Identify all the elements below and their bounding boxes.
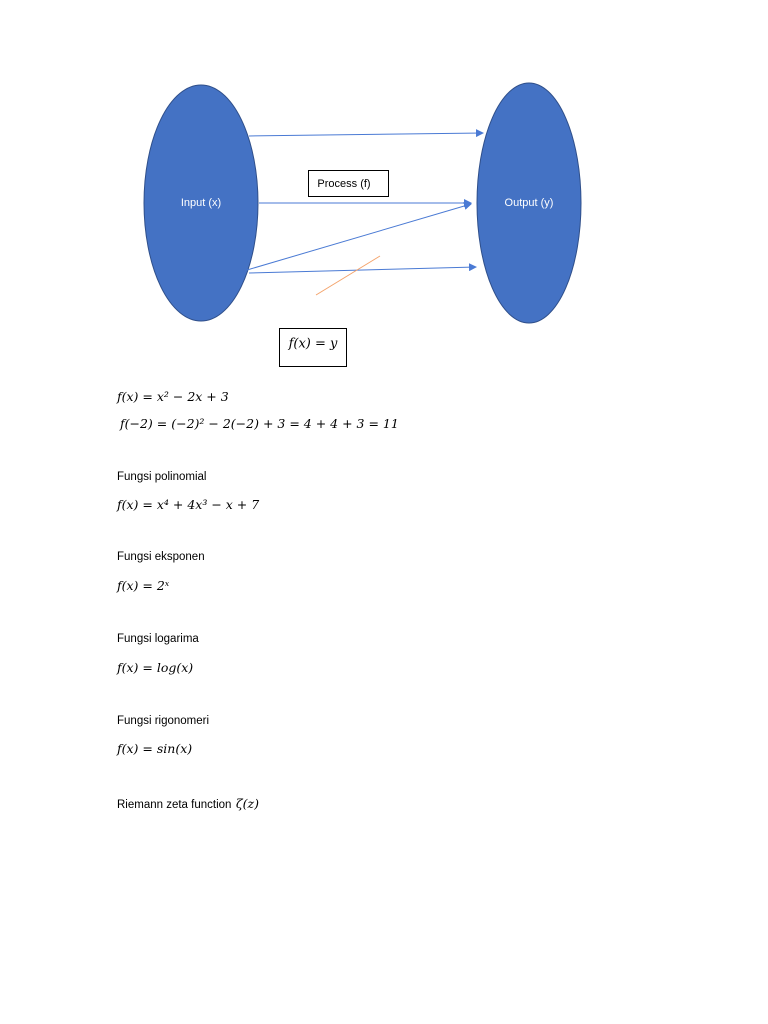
heading-exponential: Fungsi eksponen <box>117 551 205 563</box>
equation-polynomial: f(x) = x⁴ + 4x³ − x + 7 <box>117 497 260 512</box>
equation-evaluation: f(−2) = (−2)² − 2(−2) + 3 = 4 + 4 + 3 = 11 <box>120 416 399 431</box>
zeta-line <box>117 795 259 813</box>
heading-logarithm: Fungsi logarima <box>117 633 199 645</box>
equation-trigonometric: f(x) = sin(x) <box>117 741 193 756</box>
heading-trigonometric: Fungsi rigonomeri <box>117 715 210 727</box>
heading-zeta: Riemann zeta function <box>117 799 232 811</box>
stray-orange-line <box>316 256 380 295</box>
output-label: Output (y) <box>504 196 554 209</box>
mapping-arrow-diagonal <box>247 204 471 270</box>
input-label: Input (x) <box>180 196 222 209</box>
zeta-symbol: ζ(z) <box>235 796 260 811</box>
heading-polynomial: Fungsi polinomial <box>117 471 207 483</box>
process-label: Process (f) <box>317 177 371 190</box>
mapping-arrow-top <box>249 133 483 136</box>
equation-quadratic: f(x) = x² − 2x + 3 <box>117 389 229 404</box>
equation-exponential: f(x) = 2ˣ <box>117 578 170 593</box>
formula-label: f(x) = y <box>288 336 338 352</box>
function-mapping-diagram <box>0 0 768 380</box>
mapping-arrow-bottom <box>249 267 476 273</box>
equation-logarithm: f(x) = log(x) <box>117 660 194 675</box>
